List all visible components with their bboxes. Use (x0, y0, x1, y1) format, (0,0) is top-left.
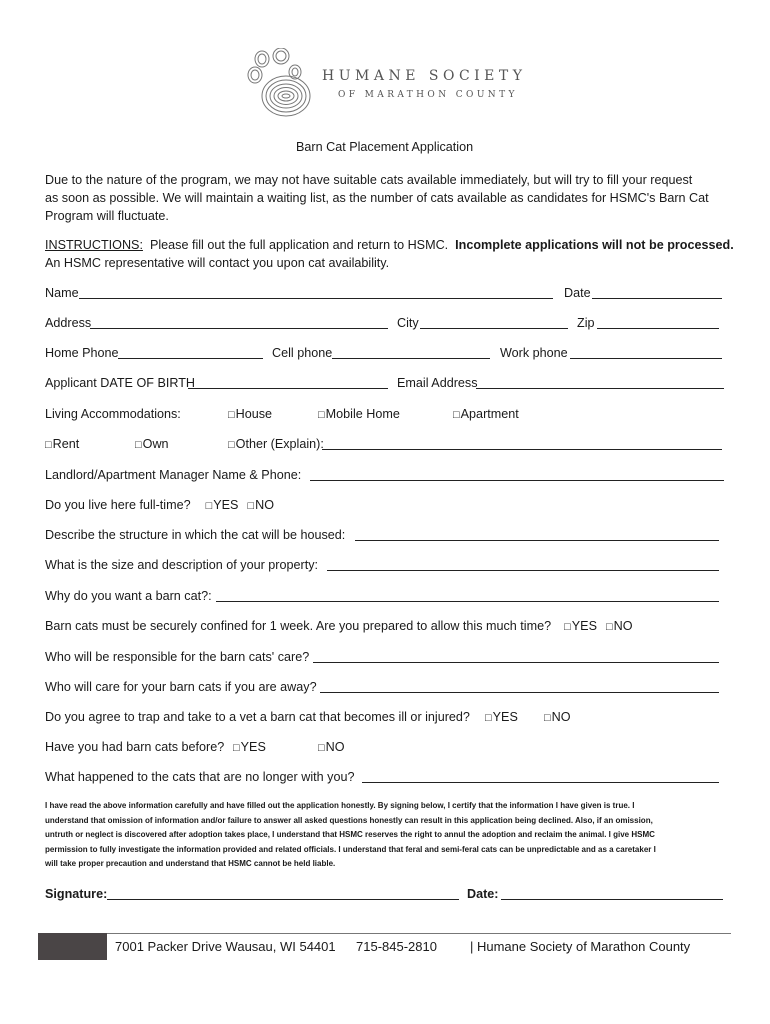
rent-label: Rent (52, 437, 80, 451)
page-title: Barn Cat Placement Application (296, 140, 474, 154)
other-option[interactable] (228, 436, 324, 453)
org-subname: OF MARATHON COUNTY (338, 90, 518, 100)
fulltime-no: NO (255, 498, 274, 512)
signature-label: Signature: (45, 887, 108, 901)
before-label: Have you had barn cats before? (45, 740, 225, 754)
checkbox-icon[interactable]: □ (453, 409, 460, 421)
instructions-text: Please fill out the full application and return to HSMC. (142, 238, 456, 252)
checkbox-icon[interactable]: □ (318, 742, 325, 754)
dob-label: Applicant DATE OF BIRTH (45, 376, 195, 390)
trap-no-option[interactable] (544, 709, 571, 726)
before-no-option[interactable] (318, 739, 345, 756)
home-phone-field[interactable] (118, 358, 263, 359)
signature-field[interactable] (107, 899, 459, 900)
living-label: Living Accommodations: (45, 407, 181, 421)
footer-phone: 715-845-2810 (356, 939, 437, 954)
signature-date-label: Date: (467, 887, 499, 901)
trap-label: Do you agree to trap and take to a vet a barn cat that becomes ill or injured? (45, 710, 470, 724)
date-label: Date (564, 286, 591, 300)
checkbox-icon[interactable]: □ (45, 439, 52, 451)
disclaimer-line: permission to fully investigate the information provided and related officials. I understand that feral and semi-feral cats can be unpredictable and as a caretaker I (45, 844, 656, 854)
responsible-label: Who will be responsible for the barn cats' care? (45, 650, 310, 664)
responsible-field[interactable] (313, 662, 719, 663)
instructions-line-2: An HSMC representative will contact you upon cat availability. (45, 256, 390, 270)
house-option[interactable] (228, 406, 272, 423)
apartment-option[interactable] (453, 406, 519, 423)
footer-address: 7001 Packer Drive Wausau, WI 54401 (115, 939, 336, 954)
disclaimer-line: untruth or neglect is discovered after adoption takes place, I understand that HSMC reserves the right to annul the adoption and reclaim the animal. I give HSMC (45, 830, 655, 839)
apartment-label: Apartment (460, 407, 519, 421)
happened-field[interactable] (362, 782, 719, 783)
checkbox-icon[interactable]: □ (205, 500, 213, 512)
instructions-warning: Incomplete applications will not be processed. (455, 238, 734, 252)
happened-label: What happened to the cats that are no longer with you? (45, 770, 355, 784)
trap-no: NO (551, 710, 571, 724)
name-label: Name (45, 286, 79, 300)
mobile-home-label: Mobile Home (325, 407, 400, 421)
confined-question (45, 618, 633, 635)
address-label: Address (45, 316, 92, 330)
email-label: Email Address (397, 376, 478, 390)
before-no: NO (325, 740, 345, 754)
checkbox-icon[interactable]: □ (233, 742, 240, 754)
other-explain-field[interactable] (322, 449, 722, 450)
checkbox-icon[interactable]: □ (135, 439, 142, 451)
dob-field[interactable] (188, 388, 388, 389)
rent-option[interactable] (45, 436, 79, 453)
footer-block (38, 933, 107, 960)
own-label: Own (142, 437, 169, 451)
work-phone-field[interactable] (570, 358, 722, 359)
fulltime-question (45, 497, 274, 514)
checkbox-icon[interactable]: □ (544, 712, 551, 724)
disclaimer-line: understand that omission of information and/or failure to answer all asked questions honestly can result in this application being declined. Also, if an omission, (45, 815, 653, 825)
trap-yes: YES (492, 710, 518, 724)
other-label: Other (Explain): (235, 437, 324, 451)
property-field[interactable] (327, 570, 719, 571)
own-option[interactable] (135, 436, 169, 453)
logo (244, 48, 534, 120)
paw-print-icon (244, 48, 316, 120)
checkbox-icon[interactable]: □ (228, 409, 235, 421)
before-yes: YES (240, 740, 266, 754)
intro-line-1: Due to the nature of the program, we may not have suitable cats available immediately, but will try to fill your request (45, 173, 693, 187)
why-field[interactable] (216, 601, 719, 602)
confined-yes: YES (571, 619, 597, 633)
checkbox-icon[interactable]: □ (228, 439, 235, 451)
footer-org: | Humane Society of Marathon County (470, 939, 691, 954)
zip-field[interactable] (597, 328, 719, 329)
cell-phone-label: Cell phone (272, 346, 333, 360)
confined-no: NO (613, 619, 633, 633)
confined-label: Barn cats must be securely confined for 1 week. Are you prepared to allow this much time? (45, 619, 552, 633)
away-field[interactable] (320, 692, 719, 693)
cell-phone-field[interactable] (332, 358, 490, 359)
trap-yes-option[interactable] (485, 709, 518, 726)
signature-date-field[interactable] (501, 899, 723, 900)
mobile-home-option[interactable] (318, 406, 400, 423)
fulltime-yes: YES (213, 498, 239, 512)
disclaimer-line: will take proper precaution and understand that HSMC cannot be held liable. (45, 859, 336, 868)
away-label: Who will care for your barn cats if you are away? (45, 680, 317, 694)
before-yes-option[interactable] (233, 739, 266, 756)
landlord-label: Landlord/Apartment Manager Name & Phone: (45, 468, 302, 482)
checkbox-icon[interactable]: □ (247, 500, 255, 512)
name-field[interactable] (79, 298, 553, 299)
checkbox-icon[interactable]: □ (485, 712, 492, 724)
checkbox-icon[interactable]: □ (318, 409, 325, 421)
work-phone-label: Work phone (500, 346, 568, 360)
why-label: Why do you want a barn cat?: (45, 589, 212, 603)
date-field[interactable] (592, 298, 722, 299)
instructions-label: INSTRUCTIONS: (45, 238, 143, 252)
intro-line-2: as soon as possible. We will maintain a waiting list, as the number of cats available as candidates for HSMC's Barn Cat (45, 191, 709, 205)
instructions (45, 237, 734, 253)
email-field[interactable] (476, 388, 724, 389)
intro-line-3: Program will fluctuate. (45, 209, 169, 223)
footer-rule (106, 933, 731, 934)
structure-field[interactable] (355, 540, 719, 541)
org-name: HUMANE SOCIETY (322, 68, 527, 84)
fulltime-label: Do you live here full-time? (45, 498, 191, 512)
landlord-field[interactable] (310, 480, 724, 481)
checkbox-icon[interactable]: □ (605, 621, 613, 633)
city-label: City (397, 316, 419, 330)
checkbox-icon[interactable]: □ (564, 621, 571, 633)
property-label: What is the size and description of your property: (45, 558, 318, 572)
disclaimer (45, 799, 656, 872)
disclaimer-line: I have read the above information carefully and have filled out the application honestly. By signing below, I certify that the information I have given is true. I (45, 801, 635, 810)
structure-label: Describe the structure in which the cat will be housed: (45, 528, 346, 542)
house-label: House (235, 407, 273, 421)
home-phone-label: Home Phone (45, 346, 119, 360)
address-field[interactable] (90, 328, 388, 329)
zip-label: Zip (577, 316, 595, 330)
city-field[interactable] (420, 328, 568, 329)
